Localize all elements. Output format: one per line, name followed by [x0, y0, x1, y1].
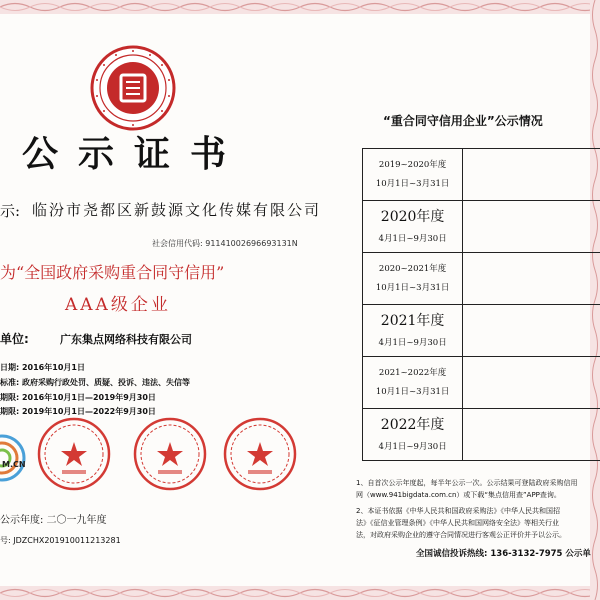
- credit-seal-icon: [90, 45, 176, 131]
- period-range: 4月1日~9月30日: [378, 337, 447, 348]
- recipient-company: 临汾市尧都区新鼓源文化传媒有限公司: [32, 201, 322, 219]
- period-year: 2022年度: [380, 416, 445, 433]
- note-line: 2、本证书依据《中华人民共和国政府采购法》《中华人民共和国招: [356, 507, 560, 515]
- publicity-table: [362, 148, 600, 461]
- period-range: 10月1日~3月31日: [375, 282, 450, 293]
- period-year: 2021~2022年度: [378, 367, 447, 378]
- red-stamp-icon: [132, 416, 208, 492]
- note-line: 法，对政府采购企业的遵守合同情况进行客观公正评价并予以公示。: [356, 531, 566, 539]
- period-range: 10月1日~3月31日: [375, 386, 450, 397]
- period-cell: [363, 409, 463, 461]
- period-row: [363, 201, 600, 253]
- publicity-year: 公示年度: 二〇一九年度: [0, 515, 107, 526]
- bottom-border-ornament: [0, 586, 600, 600]
- period-row: [363, 305, 600, 357]
- period-row: [363, 357, 600, 409]
- period-range: 10月1日~3月31日: [375, 178, 450, 189]
- period-year: 2020年度: [380, 208, 445, 225]
- note-line: 法》《征信业管理条例》《中华人民共和国网络安全法》等相关行业: [356, 519, 559, 527]
- red-stamp-icon: [222, 416, 298, 492]
- period-range: 4月1日~9月30日: [378, 441, 447, 452]
- recipient-prefix: 示:: [0, 202, 21, 220]
- period-row: [363, 409, 600, 461]
- logo-text: M.CN: [2, 460, 26, 469]
- status-cell: [463, 305, 600, 357]
- detail-line: 期限: 2016年10月1日—2019年9月30日: [0, 393, 156, 402]
- period-cell: [363, 357, 463, 409]
- period-row: [363, 149, 600, 201]
- period-row: [363, 253, 600, 305]
- detail-line: 期限: 2019年10月1日—2022年9月30日: [0, 407, 156, 416]
- unit-label: 单位:: [0, 332, 29, 346]
- status-cell: [463, 409, 600, 461]
- honor-line-1: 为“全国政府采购重合同守信用”: [0, 263, 225, 282]
- bigdata-logo-icon: [0, 428, 26, 488]
- note-line: 网（www.941bigdata.com.cn）或下载“集点信用查”APP查询。: [356, 491, 561, 499]
- period-year: 2020~2021年度: [378, 263, 447, 274]
- note-line: 1、自首次公示年度起，每半年公示一次。公示结果可登陆政府采购信用: [356, 479, 578, 487]
- period-cell: [363, 305, 463, 357]
- status-cell: [463, 201, 600, 253]
- credit-code: 社会信用代码: 91141002696693131N: [152, 239, 298, 248]
- period-year: 2019~2020年度: [378, 159, 447, 170]
- status-cell: [463, 357, 600, 409]
- detail-line: 标准: 政府采购行政处罚、质疑、投诉、违法、失信等: [0, 378, 190, 387]
- publicity-table-title: “重合同守信用企业”公示情况: [383, 114, 543, 128]
- top-border-ornament: [0, 0, 600, 14]
- status-cell: [463, 253, 600, 305]
- period-year: 2021年度: [380, 312, 445, 329]
- period-cell: [363, 149, 463, 201]
- honor-line-2: AAA级企业: [65, 295, 171, 315]
- period-range: 4月1日~9月30日: [378, 233, 447, 244]
- certificate-title: 公示证书: [22, 134, 247, 175]
- status-cell: [463, 149, 600, 201]
- complaint-hotline: 全国诚信投诉热线: 136-3132-7975 公示单: [416, 549, 591, 559]
- period-cell: [363, 201, 463, 253]
- certificate-number: 号: JDZCHX20191001121328​1: [0, 536, 121, 545]
- unit-value: 广东集点网络科技有限公司: [60, 333, 192, 346]
- detail-line: 日期: 2016年10月1日: [0, 363, 85, 372]
- red-stamp-icon: [36, 416, 112, 492]
- period-cell: [363, 253, 463, 305]
